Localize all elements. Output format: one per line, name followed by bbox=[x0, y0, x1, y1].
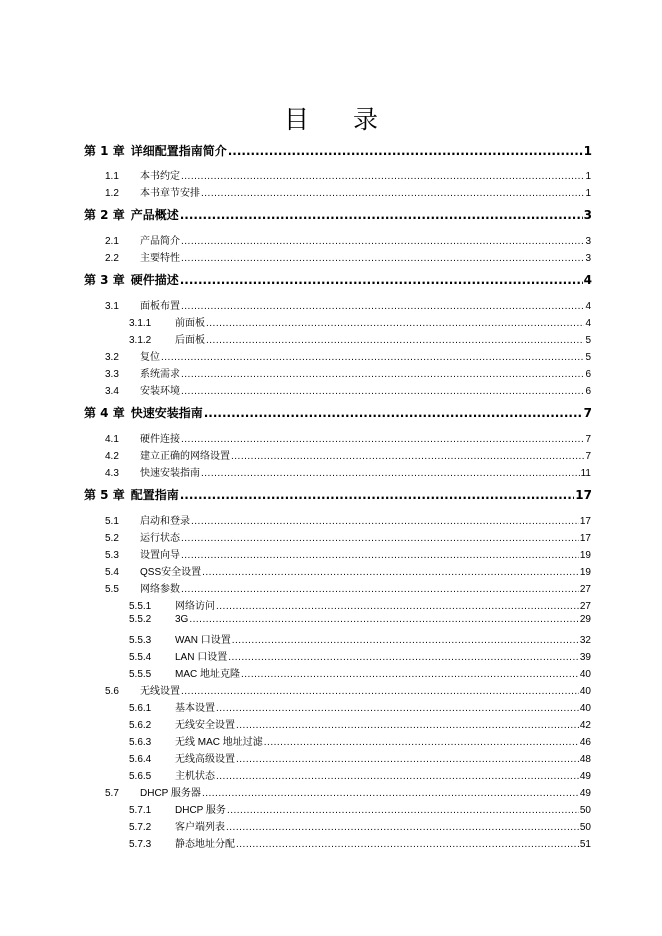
toc-page-number: 3 bbox=[583, 208, 592, 222]
toc-page-number: 42 bbox=[579, 720, 591, 731]
toc-entry-number: 2.2 bbox=[105, 253, 119, 264]
toc-page-number: 6 bbox=[585, 386, 591, 397]
toc-entry-title: 配置指南 bbox=[130, 488, 179, 502]
toc-entry-title: 网络访问 bbox=[175, 601, 215, 612]
toc-dot-leader bbox=[202, 788, 579, 799]
toc-subsection-entry[interactable] bbox=[129, 614, 591, 625]
toc-entry-number: 5.6.4 bbox=[129, 754, 152, 765]
toc-entry-number: 5.5.5 bbox=[129, 669, 152, 680]
toc-dot-leader bbox=[216, 601, 579, 612]
toc-entry-title: 硬件连接 bbox=[140, 434, 180, 445]
toc-section-entry[interactable] bbox=[105, 348, 591, 363]
toc-page-number: 4 bbox=[585, 301, 591, 312]
toc-dot-leader bbox=[181, 369, 584, 380]
toc-page-number: 17 bbox=[575, 488, 592, 502]
toc-subsection-entry[interactable] bbox=[129, 835, 591, 850]
toc-page-number: 27 bbox=[579, 584, 591, 595]
toc-dot-leader bbox=[226, 822, 579, 833]
toc-dot-leader bbox=[181, 171, 584, 182]
toc-entry-number: 3.4 bbox=[105, 386, 119, 397]
toc-dot-leader bbox=[236, 839, 579, 850]
toc-entry-number: 5.2 bbox=[105, 533, 119, 544]
toc-entry-title: 建立正确的网络设置 bbox=[140, 451, 230, 462]
toc-entry-title: 复位 bbox=[140, 352, 160, 363]
toc-entry-number: 第 3 章 bbox=[84, 273, 125, 287]
toc-chapter-entry[interactable] bbox=[84, 142, 592, 159]
toc-section-entry[interactable] bbox=[105, 447, 591, 462]
toc-entry-number: 5.3 bbox=[105, 550, 119, 561]
toc-dot-leader bbox=[180, 273, 583, 287]
toc-entry-number: 5.7.2 bbox=[129, 822, 152, 833]
toc-dot-leader bbox=[181, 686, 579, 697]
toc-page-number: 17 bbox=[579, 533, 591, 544]
toc-entry-title: 后面板 bbox=[175, 335, 205, 346]
toc-section-entry[interactable] bbox=[105, 232, 591, 247]
toc-entry-number: 5.6.1 bbox=[129, 703, 152, 714]
toc-entry-title: 主机状态 bbox=[175, 771, 215, 782]
toc-entry-title: 无线 MAC 地址过滤 bbox=[175, 737, 263, 748]
toc-entry-title: 系统需求 bbox=[140, 369, 180, 380]
toc-page-number: 40 bbox=[579, 703, 591, 714]
toc-subsection-entry[interactable] bbox=[129, 818, 591, 833]
toc-entry-title: MAC 地址克隆 bbox=[175, 669, 240, 680]
toc-entry-number: 5.7 bbox=[105, 788, 119, 799]
toc-entry-number: 4.1 bbox=[105, 434, 119, 445]
toc-entry-title: 启动和登录 bbox=[140, 516, 190, 527]
toc-dot-leader bbox=[181, 253, 584, 264]
toc-entry-title: 主要特性 bbox=[140, 253, 180, 264]
toc-page-number: 11 bbox=[580, 468, 591, 479]
toc-section-entry[interactable] bbox=[105, 297, 591, 312]
toc-entry-number: 5.7.3 bbox=[129, 839, 152, 850]
toc-dot-leader bbox=[181, 236, 584, 247]
toc-page-number: 51 bbox=[579, 839, 591, 850]
toc-section-entry[interactable] bbox=[105, 249, 591, 264]
toc-dot-leader bbox=[202, 567, 579, 578]
toc-entry-number: 3.1.1 bbox=[129, 318, 152, 329]
toc-entry-number: 4.3 bbox=[105, 468, 119, 479]
toc-chapter-entry[interactable] bbox=[84, 404, 592, 421]
toc-entry-title: QSS安全设置 bbox=[140, 567, 202, 578]
toc-entry-number: 5.6.3 bbox=[129, 737, 152, 748]
toc-entry-number: 5.6.2 bbox=[129, 720, 152, 731]
toc-entry-number: 5.7.1 bbox=[129, 805, 152, 816]
toc-title: 目 录 bbox=[284, 105, 396, 134]
toc-entry-number: 5.6.5 bbox=[129, 771, 152, 782]
toc-section-entry[interactable] bbox=[105, 682, 591, 697]
toc-entry-number: 4.2 bbox=[105, 451, 119, 462]
toc-entry-number: 3.1.2 bbox=[129, 335, 152, 346]
toc-dot-leader bbox=[189, 614, 579, 625]
toc-entry-title: DHCP 服务 bbox=[175, 805, 226, 816]
toc-subsection-entry[interactable] bbox=[129, 331, 591, 346]
toc-entry-number: 3.3 bbox=[105, 369, 119, 380]
toc-entry-number: 3.1 bbox=[105, 301, 119, 312]
toc-section-entry[interactable] bbox=[105, 529, 591, 544]
toc-entry-number: 5.5.1 bbox=[129, 601, 152, 612]
toc-section-entry[interactable] bbox=[105, 580, 591, 595]
toc-entry-title: 本书约定 bbox=[140, 171, 180, 182]
toc-dot-leader bbox=[181, 386, 584, 397]
toc-subsection-entry[interactable] bbox=[129, 767, 591, 782]
toc-subsection-entry[interactable] bbox=[129, 648, 591, 663]
toc-entry-title: 基本设置 bbox=[175, 703, 215, 714]
toc-section-entry[interactable] bbox=[105, 167, 591, 182]
toc-entry-title: 快速安装指南 bbox=[140, 468, 200, 479]
toc-subsection-entry[interactable] bbox=[129, 597, 591, 612]
toc-entry-title: 面板布置 bbox=[140, 301, 180, 312]
toc-entry-title: 网络参数 bbox=[140, 584, 180, 595]
toc-dot-leader bbox=[228, 144, 583, 158]
toc-entry-number: 5.5.2 bbox=[129, 614, 152, 625]
toc-page-number: 39 bbox=[579, 652, 591, 663]
toc-entry-title: 前面板 bbox=[175, 318, 205, 329]
toc-entry-number: 5.5.4 bbox=[129, 652, 152, 663]
toc-entry-title: 硬件描述 bbox=[130, 273, 179, 287]
toc-section-entry[interactable] bbox=[105, 464, 591, 479]
toc-entry-number: 1.1 bbox=[105, 171, 119, 182]
toc-dot-leader bbox=[181, 434, 584, 445]
toc-entry-number: 第 2 章 bbox=[84, 208, 125, 222]
toc-dot-leader bbox=[181, 301, 584, 312]
toc-page-number: 1 bbox=[583, 144, 592, 158]
toc-entry-title: LAN 口设置 bbox=[175, 652, 228, 663]
toc-page-number: 40 bbox=[579, 686, 591, 697]
toc-dot-leader bbox=[161, 352, 584, 363]
toc-entry-number: 5.5 bbox=[105, 584, 119, 595]
toc-dot-leader bbox=[191, 516, 579, 527]
toc-section-entry[interactable] bbox=[105, 563, 591, 578]
toc-page-number: 3 bbox=[585, 236, 591, 247]
toc-page-number: 4 bbox=[585, 318, 591, 329]
toc-page-number: 5 bbox=[585, 352, 591, 363]
toc-subsection-entry[interactable] bbox=[129, 716, 591, 731]
toc-page-number: 32 bbox=[579, 635, 591, 646]
toc-page-number: 6 bbox=[585, 369, 591, 380]
toc-section-entry[interactable] bbox=[105, 784, 591, 799]
toc-entry-title: 产品简介 bbox=[140, 236, 180, 247]
toc-entry-number: 5.4 bbox=[105, 567, 119, 578]
toc-page-number: 49 bbox=[579, 771, 591, 782]
toc-page-number: 49 bbox=[579, 788, 591, 799]
toc-section-entry[interactable] bbox=[105, 365, 591, 380]
toc-dot-leader bbox=[181, 584, 579, 595]
toc-page-number: 46 bbox=[579, 737, 591, 748]
toc-subsection-entry[interactable] bbox=[129, 733, 591, 748]
toc-subsection-entry[interactable] bbox=[129, 314, 591, 329]
toc-dot-leader bbox=[201, 188, 584, 199]
toc-entry-title: WAN 口设置 bbox=[175, 635, 231, 646]
toc-dot-leader bbox=[180, 488, 575, 502]
toc-dot-leader bbox=[228, 652, 579, 663]
toc-dot-leader bbox=[201, 468, 580, 479]
toc-entry-title: 详细配置指南简介 bbox=[130, 144, 227, 158]
toc-entry-number: 第 4 章 bbox=[84, 406, 125, 420]
toc-dot-leader bbox=[216, 771, 579, 782]
toc-entry-title: 本书章节安排 bbox=[140, 188, 200, 199]
toc-subsection-entry[interactable] bbox=[129, 750, 591, 765]
toc-page-number: 7 bbox=[585, 451, 591, 462]
toc-page-number: 50 bbox=[579, 805, 591, 816]
toc-subsection-entry[interactable] bbox=[129, 801, 591, 816]
toc-section-entry[interactable] bbox=[105, 512, 591, 527]
toc-page-number: 7 bbox=[585, 434, 591, 445]
toc-dot-leader bbox=[204, 406, 583, 420]
toc-entry-number: 3.2 bbox=[105, 352, 119, 363]
toc-entry-title: 运行状态 bbox=[140, 533, 180, 544]
toc-chapter-entry[interactable] bbox=[84, 271, 592, 288]
toc-page-number: 29 bbox=[579, 614, 591, 625]
toc-page-number: 1 bbox=[585, 188, 591, 199]
toc-entry-title: 快速安装指南 bbox=[130, 406, 203, 420]
toc-subsection-entry[interactable] bbox=[129, 699, 591, 714]
toc-entry-number: 5.5.3 bbox=[129, 635, 152, 646]
toc-dot-leader bbox=[206, 335, 584, 346]
toc-page-number: 27 bbox=[579, 601, 591, 612]
toc-dot-leader bbox=[241, 669, 579, 680]
toc-entry-number: 5.1 bbox=[105, 516, 119, 527]
toc-dot-leader bbox=[181, 550, 579, 561]
toc-entry-title: 产品概述 bbox=[130, 208, 179, 222]
toc-dot-leader bbox=[180, 208, 583, 222]
toc-page-number: 17 bbox=[579, 516, 591, 527]
toc-entry-number: 第 1 章 bbox=[84, 144, 125, 158]
toc-dot-leader bbox=[236, 754, 579, 765]
toc-page-number: 4 bbox=[583, 273, 592, 287]
toc-entry-title: 静态地址分配 bbox=[175, 839, 235, 850]
toc-page-number: 7 bbox=[583, 406, 592, 420]
toc-entry-title: 无线高级设置 bbox=[175, 754, 235, 765]
toc-dot-leader bbox=[232, 635, 579, 646]
toc-section-entry[interactable] bbox=[105, 430, 591, 445]
toc-chapter-entry[interactable] bbox=[84, 486, 592, 503]
toc-subsection-entry[interactable] bbox=[129, 631, 591, 646]
toc-entry-title: 安装环境 bbox=[140, 386, 180, 397]
toc-page-number: 3 bbox=[585, 253, 591, 264]
toc-page-number: 19 bbox=[579, 550, 591, 561]
toc-section-entry[interactable] bbox=[105, 382, 591, 397]
toc-page-number: 48 bbox=[579, 754, 591, 765]
toc-section-entry[interactable] bbox=[105, 184, 591, 199]
toc-subsection-entry[interactable] bbox=[129, 665, 591, 680]
toc-page-number: 1 bbox=[585, 171, 591, 182]
toc-section-entry[interactable] bbox=[105, 546, 591, 561]
toc-entry-title: 无线设置 bbox=[140, 686, 180, 697]
toc-dot-leader bbox=[231, 451, 584, 462]
toc-entry-title: DHCP 服务器 bbox=[140, 788, 201, 799]
toc-entry-number: 第 5 章 bbox=[84, 488, 125, 502]
toc-page-number: 40 bbox=[579, 669, 591, 680]
toc-entry-title: 设置向导 bbox=[140, 550, 180, 561]
toc-page-number: 19 bbox=[579, 567, 591, 578]
toc-entry-title: 3G bbox=[175, 614, 189, 625]
toc-page-number: 50 bbox=[579, 822, 591, 833]
toc-page-number: 5 bbox=[585, 335, 591, 346]
toc-entry-title: 客户端列表 bbox=[175, 822, 225, 833]
toc-dot-leader bbox=[236, 720, 579, 731]
toc-dot-leader bbox=[264, 737, 579, 748]
toc-dot-leader bbox=[181, 533, 579, 544]
toc-dot-leader bbox=[206, 318, 584, 329]
toc-dot-leader bbox=[227, 805, 579, 816]
toc-entry-title: 无线安全设置 bbox=[175, 720, 235, 731]
toc-dot-leader bbox=[216, 703, 579, 714]
toc-chapter-entry[interactable] bbox=[84, 206, 592, 223]
toc-entry-number: 2.1 bbox=[105, 236, 119, 247]
toc-entry-number: 5.6 bbox=[105, 686, 119, 697]
toc-entry-number: 1.2 bbox=[105, 188, 119, 199]
